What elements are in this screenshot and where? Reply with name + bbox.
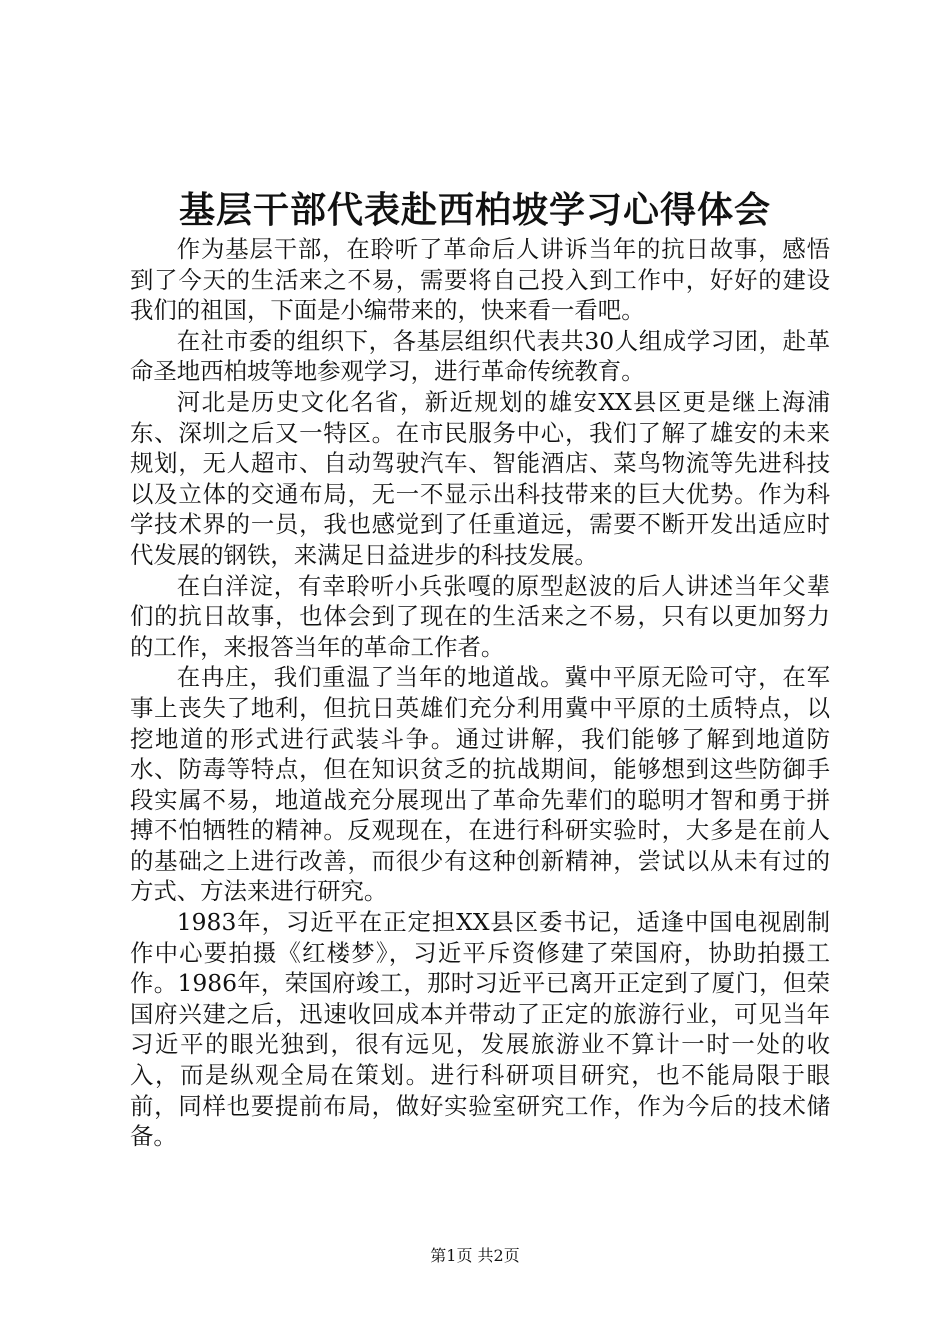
page-number: 第1页 共2页: [430, 1246, 520, 1265]
paragraph-xiongan: 河北是历史文化名省，新近规划的雄安XX县区更是继上海浦东、深圳之后又一特区。在市民服务中心，我们了解了雄安的未来规划，无人超市、自动驾驶汽车、智能酒店、菜鸟物流等先进科技以及立体的交通布局，无一不显示出科技带来的巨大优势。作为科学技术界的一员，我也感觉到了任重道远，需要不断开发出适应时代发展的钢铁，来满足日益进步的科技发展。: [130, 387, 830, 569]
paragraph-baiyangdian: 在白洋淀，有幸聆听小兵张嘎的原型赵波的后人讲述当年父辈们的抗日故事，也体会到了现在的生活来之不易，只有以更加努力的工作，来报答当年的革命工作者。: [130, 571, 830, 661]
document-body: [130, 234, 830, 1152]
document-title: 基层干部代表赴西柏坡学习心得体会: [178, 189, 771, 231]
paragraph-zhengding: 1983年，习近平在正定担XX县区委书记，适逢中国电视剧制作中心要拍摄《红楼梦》，习近平斥资修建了荣国府，协助拍摄工作。1986年，荣国府竣工，那时习近平已离开正定到了厦门，但荣国府兴建之后，迅速收回成本并带动了正定的旅游行业，可见当年习近平的眼光独到，很有远见，发展旅游业不算计一时一处的收入，而是纵观全局在策划。进行科研项目研究，也不能局限于眼前，同样也要提前布局，做好实验室研究工作，作为今后的技术储备。: [130, 908, 830, 1151]
paragraph-intro: 作为基层干部，在聆听了革命后人讲诉当年的抗日故事，感悟到了今天的生活来之不易，需要将自己投入到工作中，好好的建设我们的祖国，下面是小编带来的，快来看一看吧。: [130, 235, 830, 325]
paragraph-study-group: 在社市委的组织下，各基层组织代表共30人组成学习团，赴革命圣地西柏坡等地参观学习，进行革命传统教育。: [130, 326, 830, 386]
paragraph-ranzhuang: 在冉庄，我们重温了当年的地道战。冀中平原无险可守，在军事上丧失了地利，但抗日英雄们充分利用冀中平原的土质特点，以挖地道的形式进行武装斗争。通过讲解，我们能够了解到地道防水、防毒等特点，但在知识贫乏的抗战期间，能够想到这些防御手段实属不易，地道战充分展现出了革命先辈们的聪明才智和勇于拼搏不怕牺牲的精神。反观现在，在进行科研实验时，大多是在前人的基础之上进行改善，而很少有这种创新精神，尝试以从未有过的方式、方法来进行研究。: [130, 663, 830, 906]
